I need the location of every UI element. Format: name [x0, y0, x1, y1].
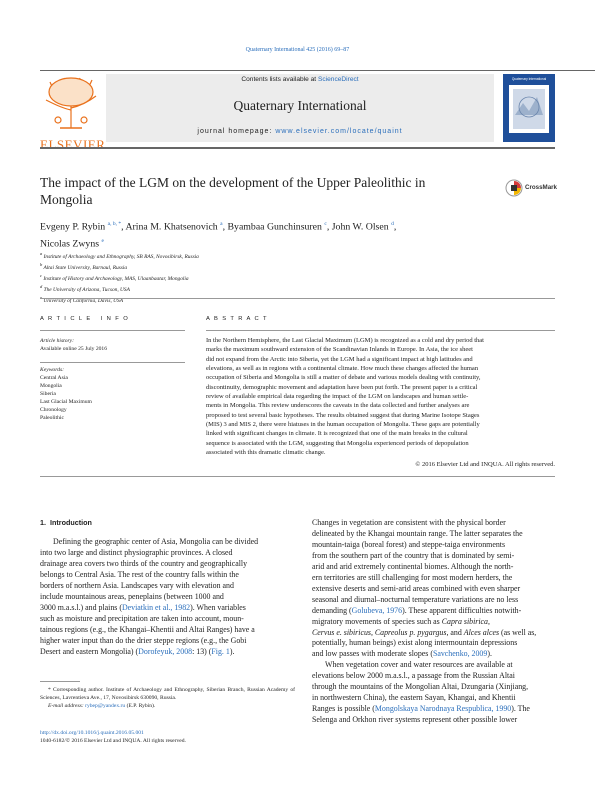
body-text: and low passes with moderate slopes ( [312, 649, 433, 659]
body-line: include mountainous areas, peneplains (between 1000 and [40, 591, 224, 601]
sciencedirect-link[interactable]: ScienceDirect [317, 76, 359, 83]
email-tail: (E.P. Rybin). [125, 703, 156, 709]
article-title [40, 174, 500, 208]
author-name[interactable]: Evgeny P. Rybin [40, 221, 106, 233]
citation-link[interactable]: Savchenko, 2009 [432, 649, 488, 659]
journal-cover [503, 74, 555, 142]
affiliation-item [40, 294, 440, 305]
body-line: mountain-taiga (boreal forest) and steppe-taiga environments [312, 539, 506, 549]
abstract-line: discontinuity, demographic movement and adaptation have been put forth. The present paper is a critical [206, 383, 478, 391]
affiliation-sup: b [40, 262, 43, 267]
keyword: Chronology [40, 407, 67, 413]
body-line [312, 704, 560, 715]
body-text: Desert and eastern Mongolia) ( [40, 646, 139, 656]
copyright: © 2016 Elsevier Ltd and INQUA. All rights reserved. [415, 461, 555, 468]
abstract-text [206, 336, 555, 457]
intro-left-column [40, 537, 292, 657]
body-text: ). [229, 646, 235, 656]
abstract-line: sequence is associated with the LGM, suggesting that Mongolia experienced periods of depopulation [206, 439, 469, 447]
article-history [40, 337, 185, 353]
keyword: Paleolithic [40, 415, 64, 421]
crossmark-badge[interactable] [505, 177, 555, 201]
abstract-line: marks the maximum southward extension of the Scandinavian Inlands in Europe. In Asia, the ice sheet [206, 346, 473, 354]
body-line [312, 606, 560, 617]
abstract-line: review of available empirical data regarding the impact of the LGM on landscapes and human settle- [206, 393, 469, 401]
cover-title: Quaternary International [511, 77, 547, 81]
body-text: : 13) ( [192, 646, 212, 656]
body-text: ). [487, 649, 492, 659]
journal-citation[interactable]: Quaternary International 425 (2016) 69–87 [245, 47, 350, 53]
body-line: extensive deserts and semi-arid areas combined with even sharper [312, 583, 521, 593]
abstract-line: occupation of Siberia and Mongolia is still a matter of debate and various models dealing with continuity, [206, 374, 481, 382]
body-text: Ranges is possible ( [312, 704, 375, 714]
body-line: drainage area covers two thirds of the country and geographically [40, 558, 248, 568]
body-line: elevations below 2000 m.a.s.l., a passage from the Russian Altai [312, 671, 515, 681]
article-info-heading: A R T I C L E I N F O [40, 316, 130, 322]
cover-image [509, 85, 549, 133]
keyword: Mongolia [40, 383, 62, 389]
body-line: When vegetation cover and water resources are available at [325, 660, 513, 670]
author-sup[interactable]: a [220, 221, 223, 227]
citation-link[interactable]: Dorofeyuk, 2008 [138, 646, 193, 656]
body-text: migratory movements of species such as [312, 616, 442, 626]
keyword: Siberia [40, 391, 56, 397]
intro-right-column [312, 518, 560, 726]
affiliation-text: University of California, Davis, USA [43, 297, 124, 304]
body-line: into two large and distinct physiographic provinces. A closed [40, 547, 233, 557]
affiliation-rule [40, 298, 555, 299]
email-label: E-mail address: [48, 703, 86, 709]
crossmark-icon [505, 179, 523, 199]
body-text: 3000 m.a.s.l.) and plains ( [40, 602, 122, 612]
body-line [40, 603, 292, 614]
crossmark-label: CrossMark [525, 184, 557, 191]
author-name[interactable]: Arina M. Khatsenovich [125, 221, 218, 233]
author-name[interactable]: John W. Olsen [331, 221, 389, 233]
keyword: Central Asia [40, 375, 68, 381]
history-value: Available online 25 July 2016 [40, 346, 108, 352]
body-line: Selenga and Orkhon river systems represent other possible lower [312, 715, 518, 725]
abstract-line: associated with this dramatic climatic change. [206, 449, 326, 457]
body-line: Defining the geographic center of Asia, Mongolia can be divided [53, 537, 259, 546]
contents-line [106, 76, 494, 83]
body-line [312, 649, 560, 660]
abstract-line: (MIS) 3 and MIS 2, there were hiatuses in the human occupation of Mongolia. These gaps are potentially [206, 421, 480, 429]
footnote [40, 686, 295, 710]
body-text: (as well as, [499, 627, 537, 637]
body-text: ). When variables [190, 602, 246, 612]
author-sup[interactable]: d [391, 221, 394, 227]
author-sup[interactable]: c [324, 221, 327, 227]
contents-prefix: Contents lists available at [241, 76, 318, 83]
body-line: through the mountains of the Mongolian Altai, Dzungaria (Xinjiang, [312, 682, 529, 692]
body-line: ern territories are still challenging for most modern herders, the [312, 572, 513, 582]
history-label: Article history: [40, 338, 75, 344]
section-heading: 1. Introduction [40, 518, 92, 527]
body-line: seasonal and diurnal–nocturnal temperature variations are no less [312, 594, 519, 604]
species-name: Capra sibirica [441, 616, 488, 626]
species-name: Cervus e. sibiricus, Capreolus p. pygargus [312, 627, 447, 637]
body-line: from the southern part of the country that is dominated by semi- [312, 550, 515, 560]
keywords-block [40, 366, 185, 422]
keyword: Last Glacial Maximum [40, 399, 92, 405]
affiliation-text: Altai State University, Barnaul, Russia [43, 264, 128, 271]
corresponding-author-note: * Corresponding author. Institute of Archaeology and Ethnography, Siberian Branch, Russian Academy of Sciences, Lavrentieva Ave., 17, Novosibirsk 630090, Russia. [40, 687, 295, 701]
body-line [312, 628, 560, 639]
homepage-line [106, 128, 494, 135]
citation-link[interactable]: Deviatkin et al., 1982 [121, 602, 191, 612]
abstract-line: linked with significant changes in climate. It is recognized that one of the main breaks in the cultural [206, 430, 468, 438]
abstract-line: elevations, as well as in regions with a continental climate. How much these changes affected the human [206, 365, 479, 373]
abstract-line: did not expand from the Arctic into Siberia, yet the LGM had a significant impact at high latitudes and [206, 355, 473, 363]
body-line: tainous regions (e.g., the Khangai–Khentii and Altai Ranges) have a [40, 624, 255, 634]
body-line: Changes in vegetation are consistent with the physical border [312, 518, 506, 527]
article-title-line2: Mongolia [40, 192, 93, 207]
body-line: potentially, human beings) exist along intermountain depressions [312, 638, 518, 648]
affiliation-item [40, 283, 440, 294]
issn-line: 1040-6182/© 2016 Elsevier Ltd and INQUA. All rights reserved. [40, 737, 186, 744]
body-line: borders of northern Asia. Landscapes vary with elevation and [40, 580, 234, 590]
body-text: ). The [511, 704, 530, 714]
abstract-line: proposed to test several basic hypotheses. The results obtained suggest that during Marine Isotope Stages [206, 411, 480, 419]
author-sup[interactable]: a, b, * [107, 221, 122, 227]
doi-block [40, 730, 340, 746]
body-line: belongs to Central Asia. The rest of the country falls within the [40, 569, 239, 579]
body-line: migratory movements of species such as Capra sibirica, [312, 616, 490, 626]
affiliation-sup: a [40, 251, 43, 256]
affiliations [40, 250, 440, 305]
author-name[interactable]: Nicolas Zwyns [40, 238, 100, 250]
keywords-label: Keywords: [40, 367, 65, 373]
figure-link[interactable]: Fig. 1 [211, 646, 230, 656]
affiliation-sup: d [40, 284, 43, 289]
abstract-line: ments in Mongolia. This review underscores the caveats in the data collected and further analyses are [206, 402, 470, 410]
body-line [40, 647, 292, 658]
footnote-rule [40, 681, 80, 682]
article-info-rule [40, 330, 185, 331]
body-line: such as moisture and precipitation are taken into account, moun- [40, 613, 244, 623]
author-name[interactable]: Byambaa Gunchinsuren [227, 221, 322, 233]
body-text: ). These apparent difficulties notwith- [402, 605, 522, 615]
abstract-bottom-rule [40, 476, 555, 477]
keywords-rule [40, 362, 185, 363]
email-line [40, 702, 295, 710]
header-bottom-rule [40, 147, 555, 149]
journal-name: Quaternary International [233, 98, 367, 113]
header-top-rule [40, 70, 595, 71]
affiliation-item [40, 272, 440, 283]
email-link[interactable]: rybep@yandex.ru [85, 703, 126, 709]
doi-link[interactable]: http://dx.doi.org/10.1016/j.quaint.2016.05.001 [40, 730, 144, 736]
article-title-line1: The impact of the LGM on the development of the Upper Paleolithic in [40, 175, 426, 190]
homepage-prefix: journal homepage: [197, 128, 276, 135]
abstract-heading: A B S T R A C T [206, 316, 268, 322]
abstract-rule [206, 330, 555, 331]
author-list: Evgeny P. Rybin $^{a, b, *}$, Arina M. Khatsenovich $^a$, Byambaa Gunchinsuren $^c$, John W. Olsen $^d$, Nicolas Zwyns $^e$ [40, 221, 397, 250]
elsevier-logo-text: ELSEVIER [40, 137, 106, 152]
affiliation-sup: e [40, 295, 42, 300]
elsevier-logo [40, 74, 106, 152]
affiliation-text: Institute of History and Archaeology, MAS, Ulaanbaatar, Mongolia [43, 275, 189, 282]
affiliation-text: The University of Arizona, Tucson, USA [43, 286, 130, 293]
author-sup[interactable]: e [101, 238, 104, 245]
affiliation-text: Institute of Archaeology and Ethnography, SB RAS, Novosibirsk, Russia [43, 253, 199, 260]
affiliation-sup: c [40, 273, 42, 278]
body-line: higher water input than do the drier steppe regions (e.g., the Gobi [40, 635, 247, 645]
abstract-line: In the Northern Hemisphere, the Last Glacial Maximum (LGM) is recognized as a cold and dry period that [206, 337, 484, 344]
species-name: Alces alces [463, 627, 500, 637]
body-line: arid and arid extremely continental biomes. Although the north- [312, 561, 514, 571]
body-text: , and [446, 627, 464, 637]
affiliation-item [40, 261, 440, 272]
body-line: in northwestern China), the eastern Sayan, Khangai, and Khentii [312, 693, 516, 703]
affiliation-item [40, 250, 440, 261]
body-line: delineated by the Khangai mountain range. The latter separates the [312, 528, 523, 538]
citation-link[interactable]: Golubeva, 1976 [351, 605, 403, 615]
homepage-link[interactable]: www.elsevier.com/locate/quaint [275, 128, 403, 135]
body-text: demanding ( [312, 605, 352, 615]
citation-link[interactable]: Mongolskaya Narodnaya Respublica, 1990 [374, 704, 512, 714]
